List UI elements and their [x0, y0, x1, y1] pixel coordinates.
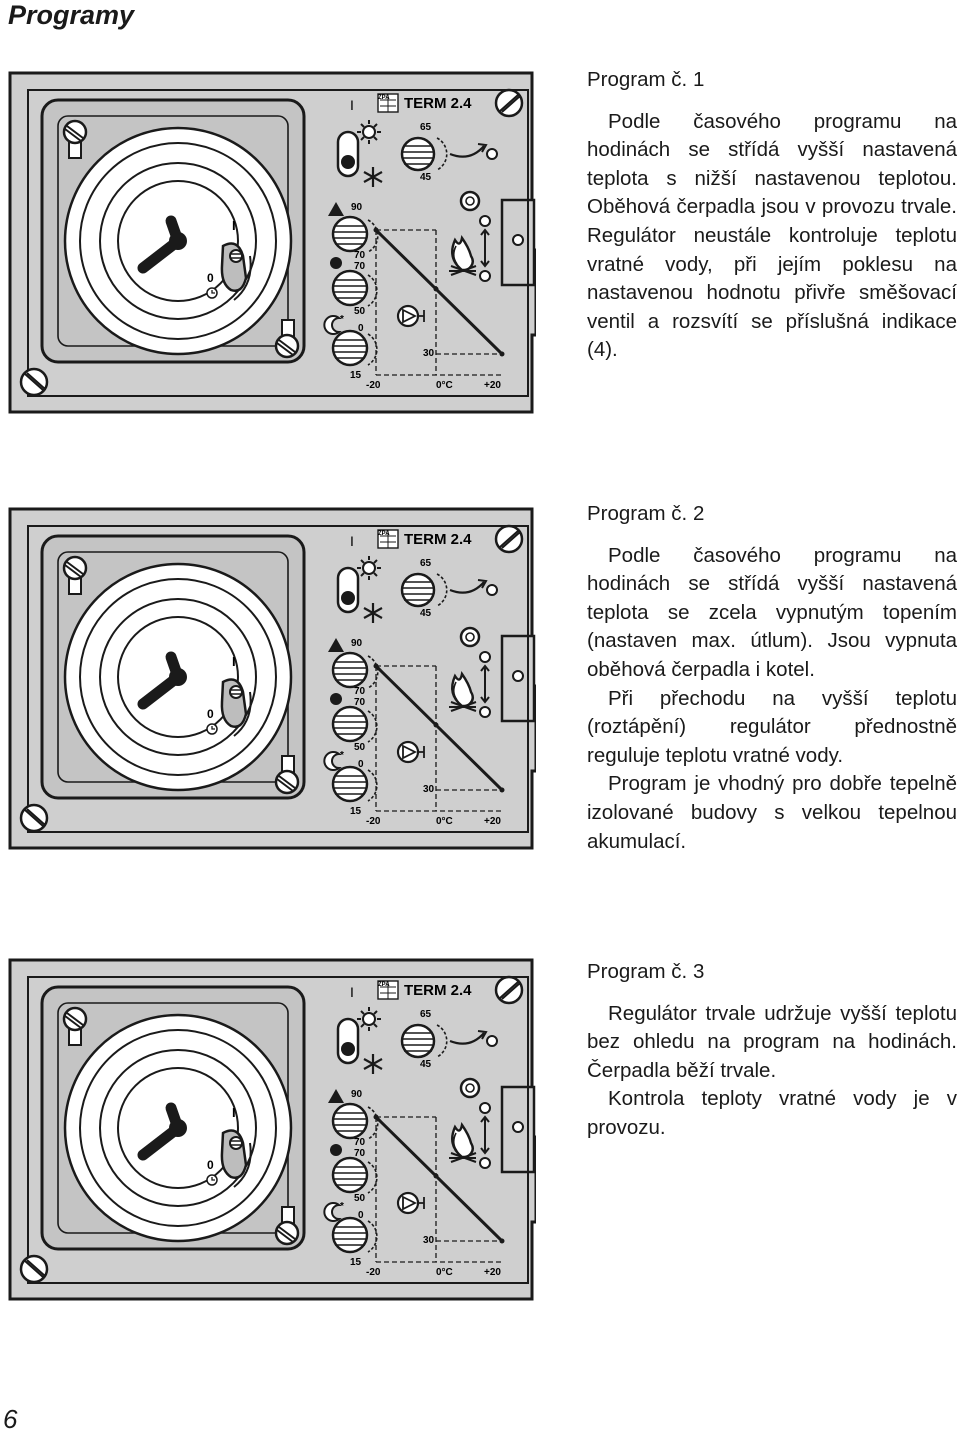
- screw-icon: [496, 90, 522, 116]
- boiler-temp-knob: [402, 138, 434, 170]
- night-dial-min: 50: [354, 306, 366, 317]
- night-temp-knob: [333, 707, 367, 741]
- reduction-knob: [333, 331, 367, 365]
- program-paragraph: Kontrola teploty vratné vody je v provozu.: [587, 1087, 957, 1139]
- reduce-dial-max: 15: [350, 806, 362, 817]
- clock-on-label: I: [232, 1105, 236, 1120]
- graph-x-mid: 0°C: [436, 816, 453, 827]
- day-dial-max: 90: [351, 638, 363, 649]
- program-paragraph: Regulátor trvale udržuje vyšší teplotu bez ohledu na program na hodinách. Čerpadla běží trvale.: [587, 1001, 957, 1082]
- graph-y-label: 30: [423, 1235, 435, 1246]
- graph-x-min: -20: [366, 816, 381, 827]
- svg-text:*: *: [340, 750, 344, 761]
- day-dial-max: 90: [351, 202, 363, 213]
- clock-off-label: 0: [207, 271, 214, 285]
- clock-slider: [230, 1137, 242, 1149]
- controller-panel-1: [6, 70, 536, 415]
- clock-icon: [207, 1175, 217, 1185]
- clock-dial: [65, 1015, 291, 1241]
- zpa-logo: [378, 981, 398, 999]
- day-dial-max: 90: [351, 1089, 363, 1100]
- program-paragraph: Program je vhodný pro dobře tepelně izolované budovy s velkou tepelnou akumulací.: [587, 772, 957, 853]
- day-temp-knob: [333, 1104, 367, 1138]
- program-1-section: [587, 66, 957, 365]
- reduce-dial-max: 15: [350, 1257, 362, 1268]
- day-temp-knob: [333, 217, 367, 251]
- screw-icon: [21, 1256, 47, 1282]
- indicator-lamp: [461, 628, 479, 646]
- clock-off-label: 0: [207, 1158, 214, 1172]
- clock-on-label: I: [232, 218, 236, 233]
- boiler-dial-max: 65: [420, 122, 432, 133]
- mode-switch: [338, 132, 358, 176]
- boiler-dial-min: 45: [420, 1059, 432, 1070]
- reduction-knob: [333, 1218, 367, 1252]
- model-label: TERM 2.4: [404, 531, 472, 548]
- mode-switch: [338, 568, 358, 612]
- night-dial-max: 70: [354, 1148, 366, 1159]
- boiler-dial-max: 65: [420, 558, 432, 569]
- page-number: 6: [3, 1404, 18, 1434]
- boiler-temp-knob: [402, 1025, 434, 1057]
- day-dial-min: 70: [354, 686, 366, 697]
- program-3-section: [587, 958, 957, 1143]
- page-heading: Programy: [8, 0, 135, 30]
- svg-text:ZPA: ZPA: [378, 982, 390, 988]
- dot-icon: [330, 1144, 342, 1156]
- graph-x-mid: 0°C: [436, 380, 453, 391]
- reduce-dial-min: 0: [358, 323, 364, 334]
- reduce-dial-min: 0: [358, 1210, 364, 1221]
- svg-text:ZPA: ZPA: [378, 95, 390, 101]
- boiler-dial-min: 45: [420, 608, 432, 619]
- screw-icon: [496, 977, 522, 1003]
- screw-icon: [496, 526, 522, 552]
- clock-icon: [207, 724, 217, 734]
- clock-dial: [65, 564, 291, 790]
- boiler-dial-max: 65: [420, 1009, 432, 1020]
- night-dial-min: 50: [354, 742, 366, 753]
- clock-on-label: I: [232, 654, 236, 669]
- dot-icon: [330, 693, 342, 705]
- zpa-logo: [378, 530, 398, 548]
- reduce-dial-max: 15: [350, 370, 362, 381]
- clock-slider: [230, 686, 242, 698]
- day-temp-knob: [333, 653, 367, 687]
- svg-text:ZPA: ZPA: [378, 531, 390, 537]
- night-temp-knob: [333, 1158, 367, 1192]
- clock-off-label: 0: [207, 707, 214, 721]
- day-dial-min: 70: [354, 250, 366, 261]
- zpa-logo: [378, 94, 398, 112]
- graph-x-min: -20: [366, 1267, 381, 1278]
- graph-x-min: -20: [366, 380, 381, 391]
- dot-icon: [330, 257, 342, 269]
- controller-panel-3: [6, 957, 536, 1302]
- graph-y-label: 30: [423, 348, 435, 359]
- graph-x-max: +20: [484, 380, 501, 391]
- indicator-lamp: [461, 192, 479, 210]
- night-dial-min: 50: [354, 1193, 366, 1204]
- graph-x-mid: 0°C: [436, 1267, 453, 1278]
- program-2-section: [587, 500, 957, 856]
- mode-switch-label: I: [350, 533, 354, 549]
- graph-x-max: +20: [484, 816, 501, 827]
- graph-x-max: +20: [484, 1267, 501, 1278]
- program-title: Program č. 3: [587, 960, 705, 983]
- svg-text:*: *: [340, 314, 344, 325]
- mode-switch-label: I: [350, 984, 354, 1000]
- program-paragraph: Podle časového programu na hodinách se střídá vyšší nastavená teplota se zcela vypnutým topením (nastaven max. útlum). Jsou vypnuta oběhová čerpadla i kotel.: [587, 543, 957, 681]
- day-dial-min: 70: [354, 1137, 366, 1148]
- screw-icon: [21, 805, 47, 831]
- night-dial-max: 70: [354, 697, 366, 708]
- reduce-dial-min: 0: [358, 759, 364, 770]
- boiler-temp-knob: [402, 574, 434, 606]
- svg-text:*: *: [340, 1201, 344, 1212]
- program-paragraph: Podle časového programu na hodinách se střídá vyšší nastavená teplota s nižší nastavenou teplotou. Oběhová čerpadla jsou v provozu trvale. Regulátor neustále kontroluje teplotu vratné vody, při jejím poklesu na nastavenou hodnotu přivře směšovací ventil a rozsvítí se příslušná indikace (4).: [587, 109, 957, 362]
- screw-icon: [21, 369, 47, 395]
- night-temp-knob: [333, 271, 367, 305]
- clock-dial: [65, 128, 291, 354]
- graph-y-label: 30: [423, 784, 435, 795]
- indicator-lamp: [461, 1079, 479, 1097]
- boiler-dial-min: 45: [420, 172, 432, 183]
- model-label: TERM 2.4: [404, 982, 472, 999]
- mode-switch: [338, 1019, 358, 1063]
- program-title: Program č. 2: [587, 502, 705, 525]
- program-title: Program č. 1: [587, 68, 705, 91]
- clock-icon: [207, 288, 217, 298]
- program-paragraph: Při přechodu na vyšší teplotu (roztápění) regulátor přednostně reguluje teplotu vratné vody.: [587, 686, 957, 767]
- model-label: TERM 2.4: [404, 95, 472, 112]
- mode-switch-label: I: [350, 97, 354, 113]
- reduction-knob: [333, 767, 367, 801]
- clock-slider: [230, 250, 242, 262]
- controller-panel-2: [6, 506, 536, 851]
- night-dial-max: 70: [354, 261, 366, 272]
